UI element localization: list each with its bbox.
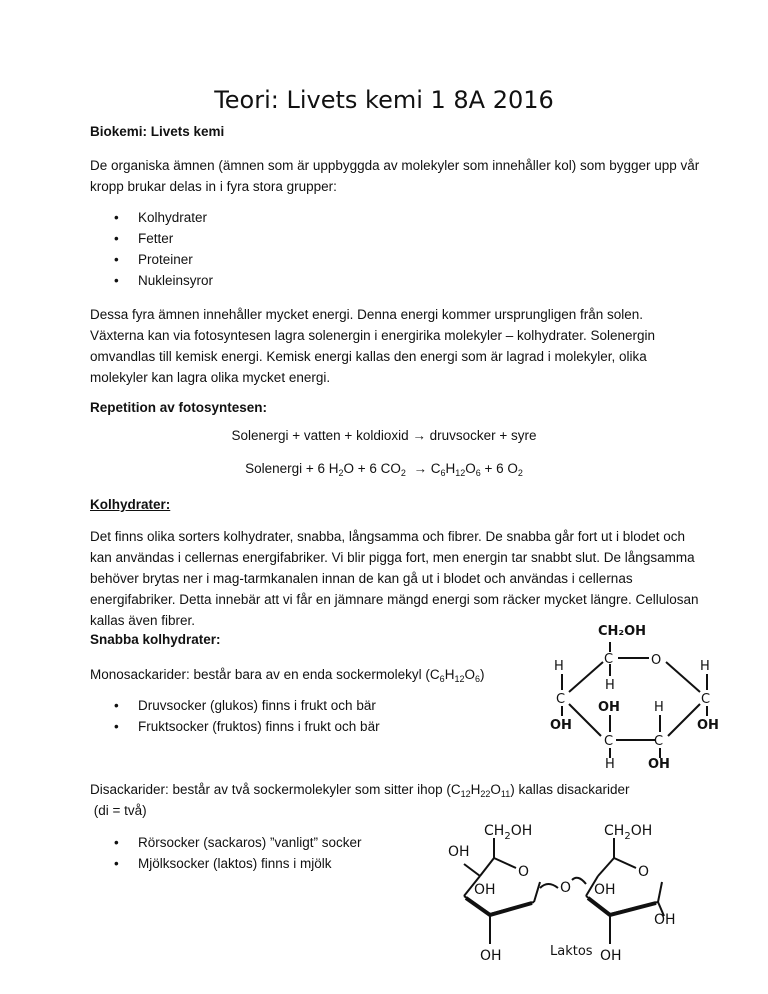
hydrogen-label: H bbox=[700, 659, 710, 674]
intro-paragraph: De organiska ämnen (ämnen som är uppbyggda av molekyler som innehåller kol) som bygger upp vår kropp brukar delas in i fyra stora grupper: bbox=[90, 158, 700, 194]
hydroxyl-label: OH bbox=[594, 882, 616, 898]
carbon-label: C bbox=[701, 692, 711, 707]
oxygen-label: O bbox=[651, 653, 662, 668]
heading-snabba: Snabba kolhydrater: bbox=[90, 632, 221, 647]
oxygen-label: O bbox=[560, 880, 572, 896]
hydroxyl-label: OH bbox=[480, 948, 502, 964]
ch2oh-label: $CH_2OH$ bbox=[484, 823, 533, 842]
energy-paragraph: Dessa fyra ämnen innehåller mycket energi. Denna energi kommer ursprungligen från solen. Växterna kan via fotosyntesen lagra solenergin i energirika molekyler – kolhydrater. Solenergin omvandlas till kemisk energi. Kemisk energi kallas den energi som är lagrad i molekyler, olika molekyler kan lagra olika mycket energi. bbox=[90, 307, 656, 385]
hydrogen-label: H bbox=[605, 757, 615, 770]
heading-kolhydrater: Kolhydrater: bbox=[90, 497, 171, 512]
list-item: • Fetter bbox=[114, 231, 174, 246]
mono-paragraph: Monosackarider: består bara av en enda sockermolekyl $(C_6H_{12}O_6)$ bbox=[90, 667, 485, 684]
carbon-label: C bbox=[604, 652, 614, 667]
list-item: • Rörsocker (sackaros) ”vanligt” socker bbox=[114, 835, 362, 850]
hydrogen-label: H bbox=[554, 659, 564, 674]
list-item: • Proteiner bbox=[114, 252, 193, 267]
hydroxyl-label: OH bbox=[598, 700, 620, 715]
oxygen-label: O bbox=[518, 864, 530, 880]
mono-list bbox=[90, 695, 380, 737]
kolhydrater-paragraph: Det finns olika sorters kolhydrater, snabba, långsamma och fibrer. De snabba går fort ut i blodet och kan användas i cellernas energifabriker. Vi blir pigga fort, men energin tar snabbt slut. De långsamma behöver brytas ner i mag-tarmkanalen innan de kan gå ut i blodet och användas i cellernas energifabriker. Detta innebär att vi får en jämnare mängd energi som räcker mycket längre. Cellulosan kallas även fibrer. bbox=[90, 529, 699, 628]
glucose-structure bbox=[540, 618, 725, 770]
hydroxyl-label: OH bbox=[654, 912, 676, 928]
carbon-label: C bbox=[654, 734, 664, 749]
hydroxyl-label: OH bbox=[600, 948, 622, 964]
list-item: • Druvsocker (glukos) finns i frukt och bär bbox=[114, 698, 376, 713]
lactose-caption: Laktos bbox=[550, 944, 593, 959]
hydroxyl-label: OH bbox=[550, 718, 572, 733]
list-item: • Kolhydrater bbox=[114, 210, 208, 225]
ch2oh-label: $CH_2OH$ bbox=[604, 823, 653, 842]
hydrogen-label: H bbox=[605, 678, 615, 693]
hydrogen-label: H bbox=[654, 700, 664, 715]
list-item: • Nukleinsyror bbox=[114, 273, 214, 288]
carbon-label: C bbox=[604, 734, 614, 749]
ch2oh-label: CH₂OH bbox=[598, 624, 647, 639]
hydroxyl-label: OH bbox=[474, 882, 496, 898]
di-list bbox=[90, 832, 362, 874]
list-item: • Fruktsocker (fruktos) finns i frukt och bär bbox=[114, 719, 380, 734]
hydroxyl-label: OH bbox=[648, 757, 670, 770]
equation-formula: Solenergi + 6 $H_2O + 6$ $CO_2 \to C_6H_{12}O_6 + 6$ $O_2$ bbox=[245, 461, 523, 478]
hydroxyl-label: OH bbox=[697, 718, 719, 733]
carbon-label: C bbox=[556, 692, 566, 707]
hydroxyl-label: OH bbox=[448, 844, 470, 860]
oxygen-label: O bbox=[638, 864, 650, 880]
list-item: • Mjölksocker (laktos) finns i mjölk bbox=[114, 856, 332, 871]
heading-repetition: Repetition av fotosyntesen: bbox=[90, 400, 268, 415]
di-paragraph: Disackarider: består av två sockermolekyler som sitter ihop $(C_{12}H_{22}O_{11})$ kallas disackarider (di = två) bbox=[90, 782, 630, 818]
groups-list bbox=[90, 207, 213, 291]
heading-biokemi: Biokemi: Livets kemi bbox=[90, 124, 225, 139]
page-title: Teori: Livets kemi 1 8A 2016 bbox=[214, 86, 554, 114]
equation-words: Solenergi + vatten + koldioxid → druvsocker + syre bbox=[231, 428, 537, 443]
